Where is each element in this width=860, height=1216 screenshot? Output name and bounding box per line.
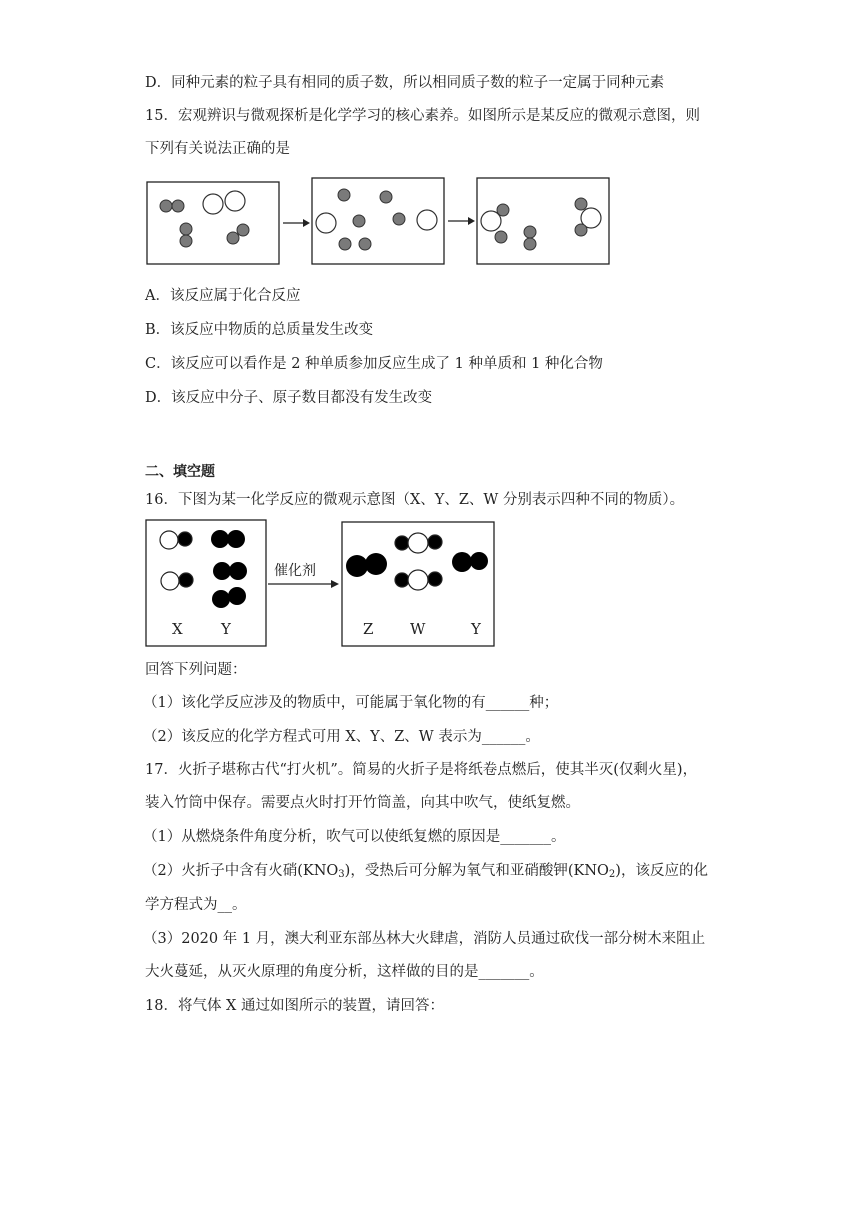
q17-sub1: （1）从燃烧条件角度分析，吹气可以使纸复燃的原因是_______。 bbox=[143, 829, 566, 845]
q16-arrow bbox=[268, 580, 339, 588]
q16-label-z: Z bbox=[363, 620, 374, 638]
q17-sub2-line2: 学方程式为__。 bbox=[145, 897, 247, 913]
q16-sub1: （1）该化学反应涉及的物质中，可能属于氧化物的有______种； bbox=[143, 695, 559, 711]
q17-stem-line1: 17．火折子堪称古代“打火机”。简易的火折子是将纸卷点燃后，使其半灭(仅剩火星)， bbox=[145, 762, 698, 778]
q16-sub2: （2）该反应的化学方程式可用 X、Y、Z、W 表示为______。 bbox=[143, 729, 540, 745]
q17-sub3-line1: （3）2020 年 1 月，澳大利亚东部丛林大火肆虐，消防人员通过砍伐一部分树木来阻止 bbox=[143, 931, 706, 947]
q16-label-w: W bbox=[410, 620, 426, 638]
q17-sub2-line1 bbox=[143, 861, 708, 881]
q18-stem: 18．将气体 X 通过如图所示的装置，请回答： bbox=[145, 998, 444, 1014]
q16-catalyst-label: 催化剂 bbox=[274, 563, 316, 579]
q15-stem-line1: 15．宏观辨识与微观探析是化学学习的核心素养。如图所示是某反应的微观示意图，则 bbox=[145, 108, 700, 124]
q17-sub2-part-b: )，受热后可分解为氧气和亚硝酸钾(KNO bbox=[344, 863, 609, 879]
q17-sub2-subscript-2: 2 bbox=[608, 869, 616, 880]
q16-label-y-left: Y bbox=[221, 620, 231, 638]
q16-stem: 16．下图为某一化学反应的微观示意图（X、Y、Z、W 分别表示四种不同的物质）。 bbox=[145, 492, 685, 508]
section-title: 二、填空题 bbox=[145, 464, 215, 480]
q15-option-b: B．该反应中物质的总质量发生改变 bbox=[145, 322, 374, 338]
q17-sub2-part-c: )，该反应的化 bbox=[615, 863, 708, 879]
q16-label-x: X bbox=[172, 620, 183, 638]
q17-sub2-subscript-3: 3 bbox=[338, 869, 345, 880]
q16-reaction-diagram bbox=[145, 518, 497, 648]
q17-sub2-part-a: （2）火折子中含有火硝(KNO bbox=[143, 863, 339, 879]
q17-sub3-line2: 大火蔓延，从灭火原理的角度分析，这样做的目的是_______。 bbox=[145, 964, 544, 980]
q16-answer-intro: 回答下列问题： bbox=[145, 662, 247, 678]
q15-option-c: C．该反应可以看作是 2 种单质参加反应生成了 1 种单质和 1 种化合物 bbox=[145, 356, 603, 372]
q15-stem-line2: 下列有关说法正确的是 bbox=[145, 141, 290, 157]
q15-arrow-2 bbox=[448, 217, 475, 225]
q17-stem-line2: 装入竹筒中保存。需要点火时打开竹筒盖，向其中吹气，使纸复燃。 bbox=[145, 795, 580, 811]
q14-option-d: D．同种元素的粒子具有相同的质子数，所以相同质子数的粒子一定属于同种元素 bbox=[145, 75, 665, 91]
q15-option-d: D．该反应中分子、原子数目都没有发生改变 bbox=[145, 390, 433, 406]
q15-option-a: A．该反应属于化合反应 bbox=[145, 288, 301, 304]
q16-label-y-right: Y bbox=[471, 620, 481, 638]
q15-reaction-diagram bbox=[145, 176, 615, 268]
q15-arrow-1 bbox=[283, 219, 310, 227]
